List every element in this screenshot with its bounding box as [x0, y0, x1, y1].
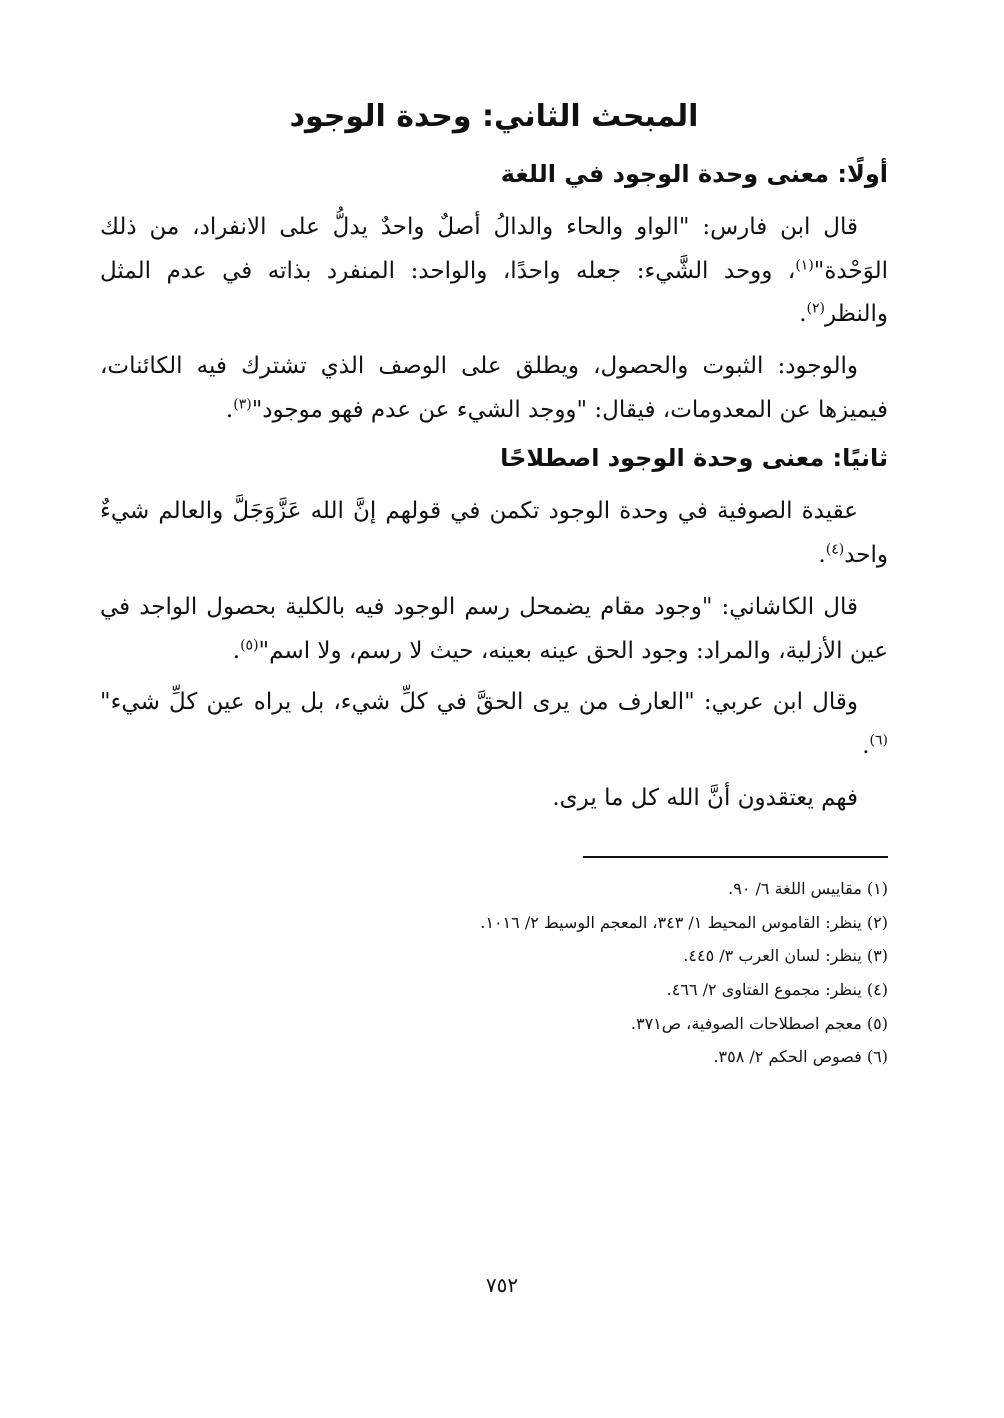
footnote-separator: [583, 856, 888, 858]
paragraph: [100, 777, 888, 821]
paragraph-text: .: [232, 637, 241, 664]
paragraph: [100, 206, 888, 337]
paragraph-text: والوجود: الثبوت والحصول، ويطلق على الوصف الذي تشترك فيه الكائنات، فيميزها عن المعدومات، فيقال: "ووجد الشيء عن عدم فهو موجود": [100, 353, 888, 423]
page-number: ٧٥٢: [485, 1273, 519, 1297]
footnote-reference: (٦): [869, 732, 888, 749]
title-sub: وحدة الوجود: [289, 99, 472, 134]
paragraph: [100, 490, 888, 577]
section-heading: أولًا: معنى وحدة الوجود في اللغة: [500, 160, 888, 188]
section-heading: ثانيًا: معنى وحدة الوجود اصطلاحًا: [500, 444, 888, 473]
title-main: المبحث الثاني: [493, 99, 699, 134]
footnote-reference: (٢): [806, 300, 825, 317]
paragraph-text: .: [818, 542, 826, 569]
paragraph-text: .: [862, 732, 870, 759]
title-separator: :: [471, 99, 494, 134]
footnote: (٥) معجم اصطلاحات الصوفية، ص٣٧١.: [630, 1013, 888, 1033]
footnote: (٤) ينظر: مجموع الفتاوى ٢/ ٤٦٦.: [666, 980, 888, 1000]
paragraph-text: فهم يعتقدون أنَّ الله كل ما يرى.: [552, 784, 858, 811]
paragraph-text: .: [799, 301, 807, 328]
footnote: (٣) ينظر: لسان العرب ٣/ ٤٤٥.: [683, 946, 888, 966]
footnote-reference: (٤): [825, 541, 845, 558]
footnote: (٦) فصوص الحكم ٢/ ٣٥٨.: [713, 1047, 888, 1067]
footnote: (٢) ينظر: القاموس المحيط ١/ ٣٤٣، المعجم الوسيط ٢/ ١٠١٦.: [480, 912, 888, 932]
paragraph-text: وقال ابن عربي: "العارف من يرى الحقَّ في كلِّ شيء، بل يراه عين كلِّ شيء": [100, 689, 858, 716]
paragraph-text: ، ووحد الشَّيء: جعله واحدًا، والواحد: المنفرد بذاته في عدم المثل والنظر: [100, 257, 888, 328]
paragraph: [100, 345, 888, 432]
paragraph: [100, 681, 888, 768]
footnote: (١) مقاييس اللغة ٦/ ٩٠.: [728, 879, 888, 899]
page-title: [100, 96, 888, 138]
footnotes-list: [100, 872, 888, 1074]
footnote-reference: (٣): [233, 396, 252, 413]
paragraph-text: عقيدة الصوفية في وحدة الوجود تكمن في قولهم إنَّ الله عَزَّوَجَلَّ والعالم شيءٌ واحد: [100, 498, 888, 569]
paragraph-text: قال ابن فارس: "الواو والحاء والدالُ أصلٌ واحدٌ يدلُّ على الانفراد، من ذلك الوَحْدة": [100, 214, 888, 284]
footnote-reference: (١): [795, 257, 814, 274]
sections-container: [100, 156, 888, 820]
paragraph: [100, 586, 888, 673]
paragraph-text: قال الكاشاني: "وجود مقام يضمحل رسم الوجود فيه بالكلية بحصول الواجد في عين الأزلية، والمراد: وجود الحق عينه بعينه، حيث لا رسم، ولا اسم": [100, 593, 888, 664]
page-body: [100, 96, 888, 1074]
footnote-reference: (٥): [240, 636, 259, 653]
paragraph-text: .: [225, 396, 234, 423]
